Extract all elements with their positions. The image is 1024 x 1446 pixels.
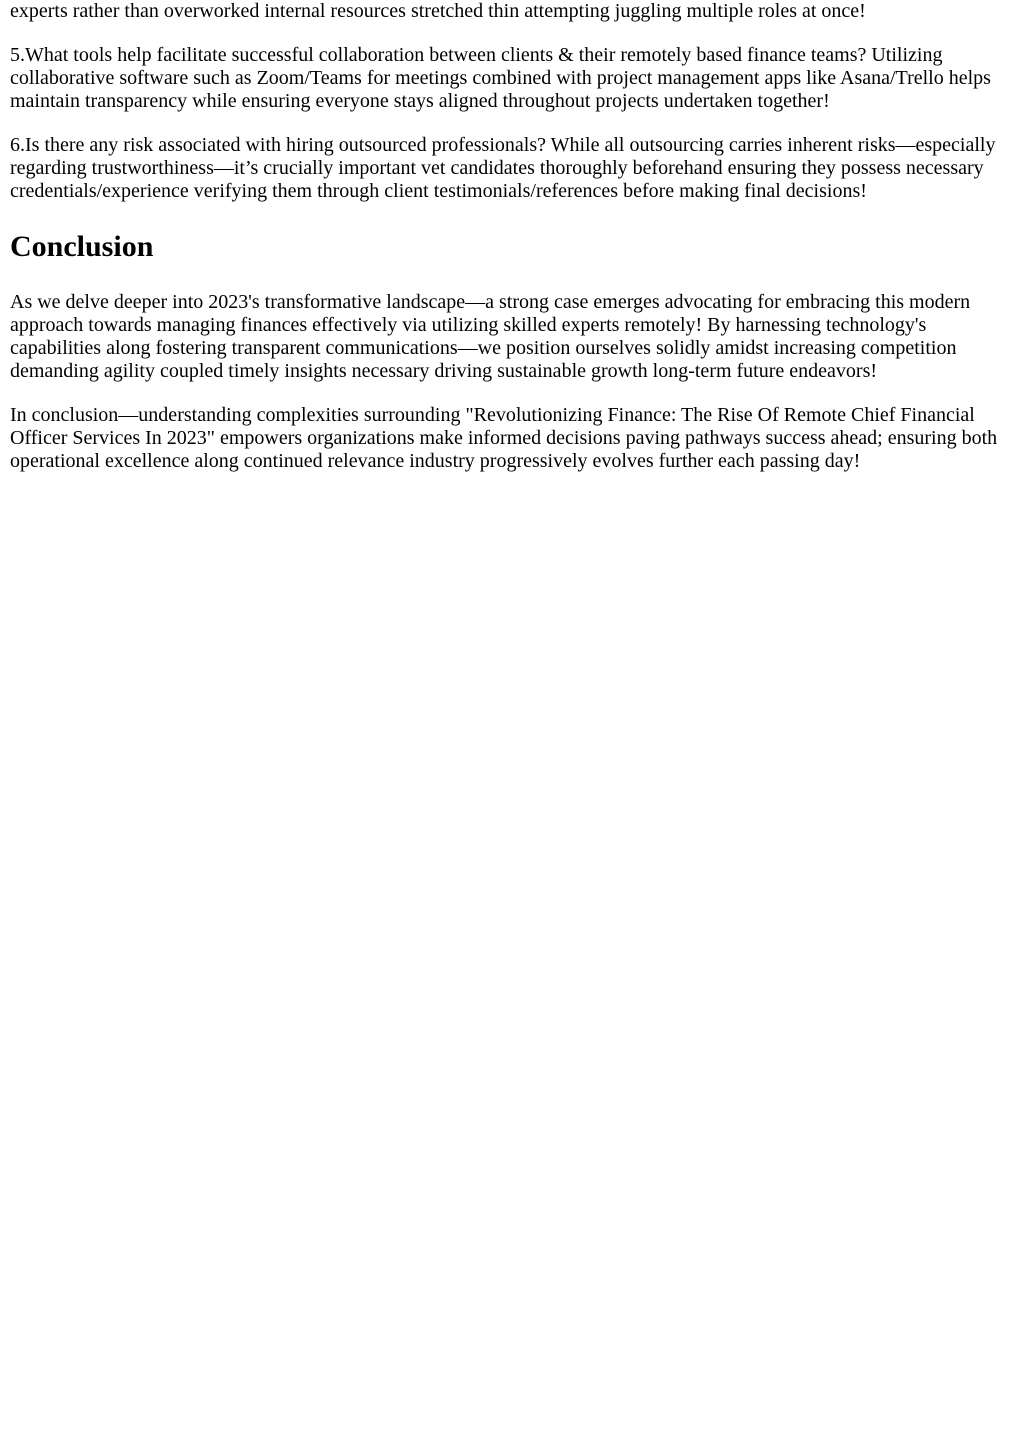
faq-item-6: 6.Is there any risk associated with hiring outsourced professionals? While all outsourcing carries inherent risks—especially regarding trustworthiness—it’s crucially important vet candidates thoroughly beforehand ensuring they possess necessary credentials/experience verifying them through client testimonials/references before making final decisions! xyxy=(10,134,996,202)
conclusion-heading: Conclusion xyxy=(10,230,154,263)
article-body xyxy=(10,0,1014,473)
conclusion-paragraph-1: As we delve deeper into 2023's transformative landscape—a strong case emerges advocating for embracing this modern approach towards managing finances effectively via utilizing skilled experts remotely! By harnessing technology's capabilities along fostering transparent communications—we position ourselves solidly amidst increasing competition demanding agility coupled timely insights necessary driving sustainable growth long-term future endeavors! xyxy=(10,291,971,382)
conclusion-paragraph-2: In conclusion—understanding complexities surrounding "Revolutionizing Finance: The Rise Of Remote Chief Financial Officer Services In 2023" empowers organizations make informed decisions paving pathways success ahead; ensuring both operational excellence along continued relevance industry progressively evolves further each passing day! xyxy=(10,404,998,472)
paragraph-continuation: experts rather than overworked internal resources stretched thin attempting juggling multiple roles at once! xyxy=(10,0,866,22)
faq-item-5: 5.What tools help facilitate successful collaboration between clients & their remotely based finance teams? Utilizing collaborative software such as Zoom/Teams for meetings combined with project management apps like Asana/Trello helps maintain transparency while ensuring everyone stays aligned throughout projects undertaken together! xyxy=(10,44,991,112)
